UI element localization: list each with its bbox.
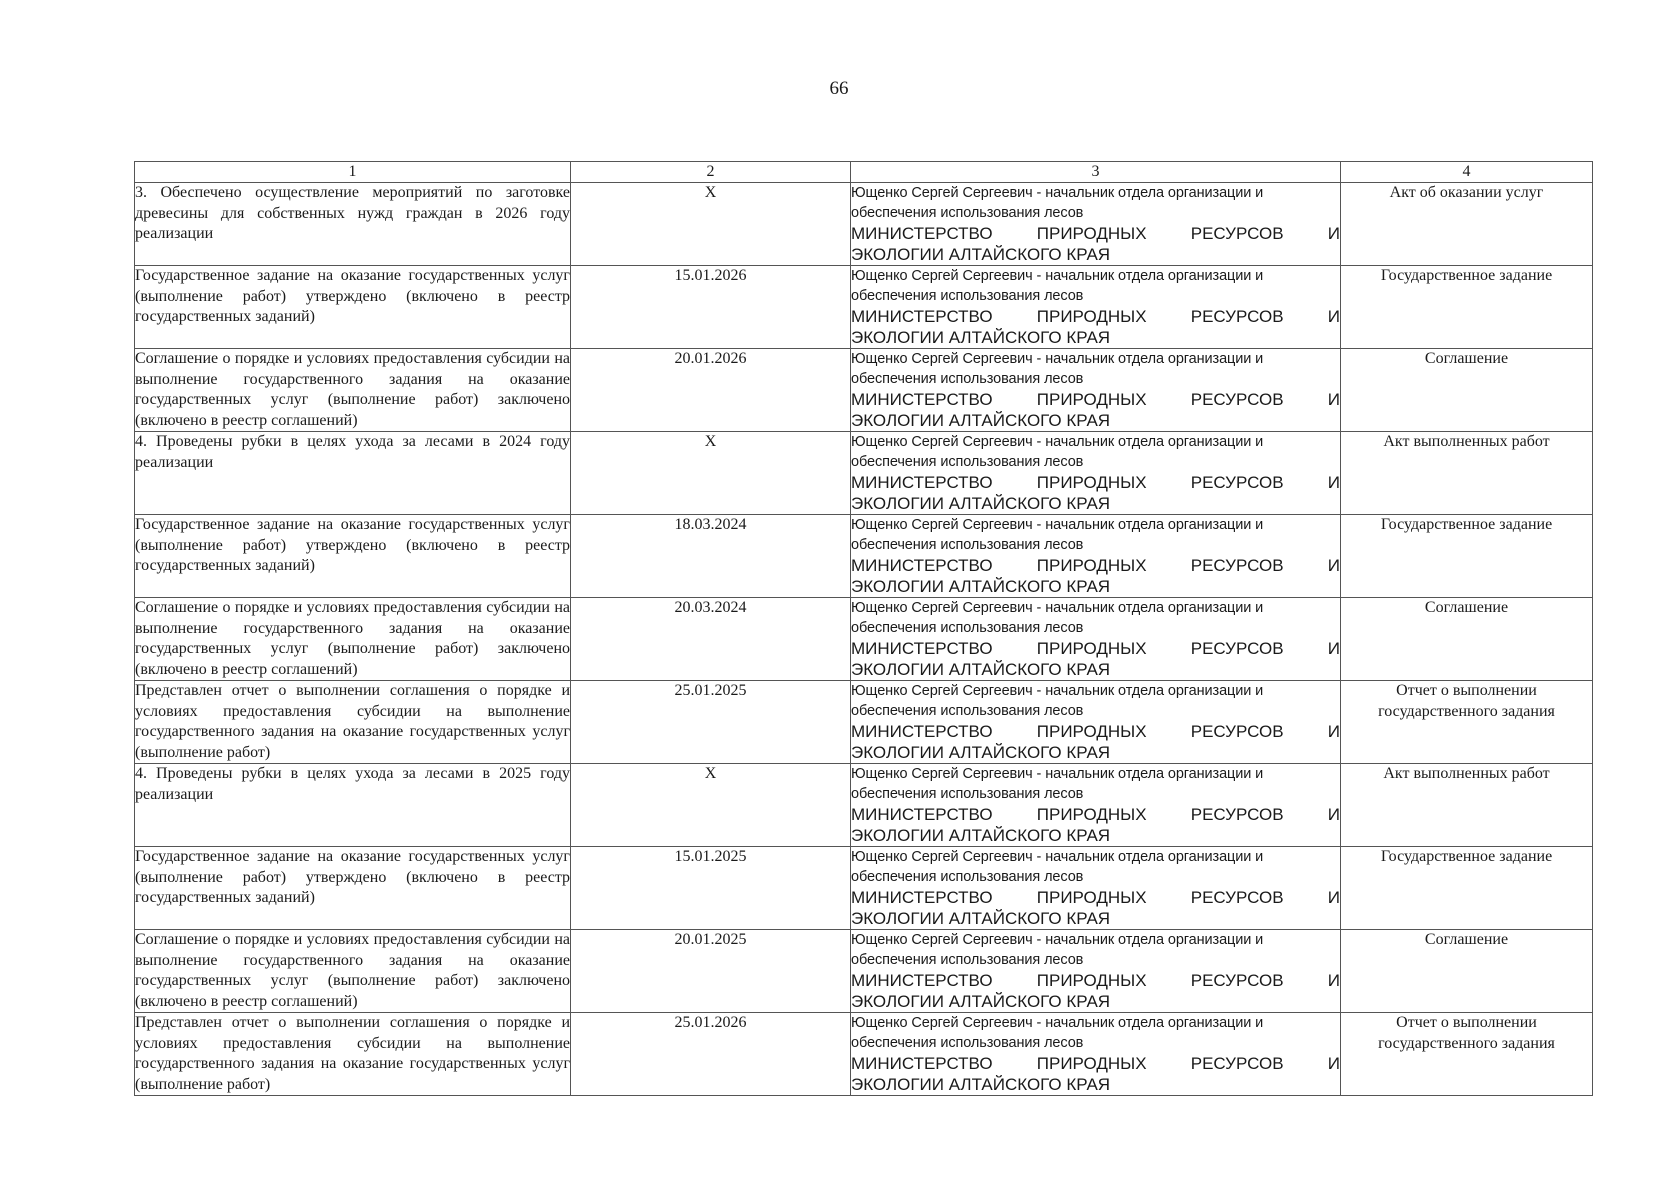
responsible-person: Ющенко Сергей Сергеевич - начальник отдела организации и обеспечения использования лесов: [851, 1015, 1264, 1051]
cell-responsible: [851, 598, 1341, 681]
table-row: [135, 764, 1593, 847]
cell-responsible: [851, 183, 1341, 266]
cell-document: Государственное задание: [1341, 515, 1593, 598]
column-header-1: 1: [135, 162, 571, 183]
responsible-org-line2: ЭКОЛОГИИ АЛТАЙСКОГО КРАЯ: [851, 577, 1111, 596]
cell-description: Соглашение о порядке и условиях предоставления субсидии на выполнение государственного задания на оказание государственных услуг (выполнение работ) заключено (включено в реестр соглашений): [135, 598, 571, 681]
cell-document: Отчет о выполнении государственного задания: [1341, 1013, 1593, 1096]
responsible-org-line1: МИНИСТЕРСТВО ПРИРОДНЫХ РЕСУРСОВ И: [851, 805, 1340, 824]
responsible-org-line1: МИНИСТЕРСТВО ПРИРОДНЫХ РЕСУРСОВ И: [851, 390, 1340, 409]
cell-date: 20.03.2024: [571, 598, 851, 681]
table-row: [135, 1013, 1593, 1096]
cell-description: Соглашение о порядке и условиях предоставления субсидии на выполнение государственного задания на оказание государственных услуг (выполнение работ) заключено (включено в реестр соглашений): [135, 930, 571, 1013]
cell-description: Государственное задание на оказание государственных услуг (выполнение работ) утверждено (включено в реестр государственных заданий): [135, 847, 571, 930]
cell-document: Соглашение: [1341, 349, 1593, 432]
cell-responsible: [851, 349, 1341, 432]
table-row: [135, 598, 1593, 681]
cell-description: Представлен отчет о выполнении соглашения о порядке и условиях предоставления субсидии на выполнение государственного задания на оказание государственных услуг (выполнение работ): [135, 1013, 571, 1096]
responsible-org-line2: ЭКОЛОГИИ АЛТАЙСКОГО КРАЯ: [851, 660, 1111, 679]
responsible-person: Ющенко Сергей Сергеевич - начальник отдела организации и обеспечения использования лесов: [851, 766, 1264, 802]
cell-date: 15.01.2025: [571, 847, 851, 930]
cell-description: 4. Проведены рубки в целях ухода за лесами в 2025 году реализации: [135, 764, 571, 847]
cell-responsible: [851, 266, 1341, 349]
cell-document: Государственное задание: [1341, 266, 1593, 349]
table-row: [135, 183, 1593, 266]
cell-document: Акт выполненных работ: [1341, 432, 1593, 515]
responsible-org-line2: ЭКОЛОГИИ АЛТАЙСКОГО КРАЯ: [851, 1075, 1111, 1094]
column-header-4: 4: [1341, 162, 1593, 183]
responsible-org-line1: МИНИСТЕРСТВО ПРИРОДНЫХ РЕСУРСОВ И: [851, 1054, 1340, 1073]
cell-date: 25.01.2025: [571, 681, 851, 764]
responsible-org-line2: ЭКОЛОГИИ АЛТАЙСКОГО КРАЯ: [851, 909, 1111, 928]
cell-document: Государственное задание: [1341, 847, 1593, 930]
responsible-org-line1: МИНИСТЕРСТВО ПРИРОДНЫХ РЕСУРСОВ И: [851, 971, 1340, 990]
cell-document: Акт об оказании услуг: [1341, 183, 1593, 266]
cell-description: Государственное задание на оказание государственных услуг (выполнение работ) утверждено (включено в реестр государственных заданий): [135, 266, 571, 349]
responsible-org-line2: ЭКОЛОГИИ АЛТАЙСКОГО КРАЯ: [851, 826, 1111, 845]
responsible-org-line1: МИНИСТЕРСТВО ПРИРОДНЫХ РЕСУРСОВ И: [851, 722, 1340, 741]
cell-description: Соглашение о порядке и условиях предоставления субсидии на выполнение государственного задания на оказание государственных услуг (выполнение работ) заключено (включено в реестр соглашений): [135, 349, 571, 432]
cell-responsible: [851, 847, 1341, 930]
responsible-person: Ющенко Сергей Сергеевич - начальник отдела организации и обеспечения использования лесов: [851, 932, 1264, 968]
responsible-org-line2: ЭКОЛОГИИ АЛТАЙСКОГО КРАЯ: [851, 494, 1111, 513]
table-row: [135, 515, 1593, 598]
cell-date: 18.03.2024: [571, 515, 851, 598]
table-row: [135, 266, 1593, 349]
responsible-org-line1: МИНИСТЕРСТВО ПРИРОДНЫХ РЕСУРСОВ И: [851, 888, 1340, 907]
cell-date: X: [571, 432, 851, 515]
table-row: [135, 349, 1593, 432]
cell-document: Акт выполненных работ: [1341, 764, 1593, 847]
responsible-org-line1: МИНИСТЕРСТВО ПРИРОДНЫХ РЕСУРСОВ И: [851, 639, 1340, 658]
cell-responsible: [851, 515, 1341, 598]
cell-responsible: [851, 1013, 1341, 1096]
responsible-person: Ющенко Сергей Сергеевич - начальник отдела организации и обеспечения использования лесов: [851, 849, 1264, 885]
responsible-person: Ющенко Сергей Сергеевич - начальник отдела организации и обеспечения использования лесов: [851, 434, 1264, 470]
responsible-org-line2: ЭКОЛОГИИ АЛТАЙСКОГО КРАЯ: [851, 411, 1111, 430]
table-row: [135, 432, 1593, 515]
table-row: [135, 847, 1593, 930]
responsible-person: Ющенко Сергей Сергеевич - начальник отдела организации и обеспечения использования лесов: [851, 600, 1264, 636]
table-header-row: [135, 162, 1593, 183]
column-header-2: 2: [571, 162, 851, 183]
responsible-org-line1: МИНИСТЕРСТВО ПРИРОДНЫХ РЕСУРСОВ И: [851, 224, 1340, 243]
responsible-person: Ющенко Сергей Сергеевич - начальник отдела организации и обеспечения использования лесов: [851, 683, 1264, 719]
cell-description: 4. Проведены рубки в целях ухода за лесами в 2024 году реализации: [135, 432, 571, 515]
responsible-person: Ющенко Сергей Сергеевич - начальник отдела организации и обеспечения использования лесов: [851, 185, 1264, 221]
table-body: [135, 183, 1593, 1096]
responsible-org-line2: ЭКОЛОГИИ АЛТАЙСКОГО КРАЯ: [851, 328, 1111, 347]
responsible-person: Ющенко Сергей Сергеевич - начальник отдела организации и обеспечения использования лесов: [851, 268, 1264, 304]
cell-description: Представлен отчет о выполнении соглашения о порядке и условиях предоставления субсидии на выполнение государственного задания на оказание государственных услуг (выполнение работ): [135, 681, 571, 764]
responsible-org-line2: ЭКОЛОГИИ АЛТАЙСКОГО КРАЯ: [851, 743, 1111, 762]
responsible-person: Ющенко Сергей Сергеевич - начальник отдела организации и обеспечения использования лесов: [851, 517, 1264, 553]
cell-responsible: [851, 764, 1341, 847]
cell-description: 3. Обеспечено осуществление мероприятий по заготовке древесины для собственных нужд граждан в 2026 году реализации: [135, 183, 571, 266]
responsible-org-line2: ЭКОЛОГИИ АЛТАЙСКОГО КРАЯ: [851, 245, 1111, 264]
responsible-org-line1: МИНИСТЕРСТВО ПРИРОДНЫХ РЕСУРСОВ И: [851, 556, 1340, 575]
table-row: [135, 930, 1593, 1013]
cell-responsible: [851, 930, 1341, 1013]
page-number: 66: [829, 78, 849, 99]
cell-document: Соглашение: [1341, 598, 1593, 681]
responsible-person: Ющенко Сергей Сергеевич - начальник отдела организации и обеспечения использования лесов: [851, 351, 1264, 387]
responsible-org-line1: МИНИСТЕРСТВО ПРИРОДНЫХ РЕСУРСОВ И: [851, 307, 1340, 326]
cell-description: Государственное задание на оказание государственных услуг (выполнение работ) утверждено (включено в реестр государственных заданий): [135, 515, 571, 598]
cell-date: 20.01.2026: [571, 349, 851, 432]
responsible-org-line2: ЭКОЛОГИИ АЛТАЙСКОГО КРАЯ: [851, 992, 1111, 1011]
cell-date: X: [571, 183, 851, 266]
table-row: [135, 681, 1593, 764]
cell-responsible: [851, 432, 1341, 515]
cell-document: Отчет о выполнении государственного задания: [1341, 681, 1593, 764]
column-header-3: 3: [851, 162, 1341, 183]
cell-responsible: [851, 681, 1341, 764]
cell-date: 25.01.2026: [571, 1013, 851, 1096]
responsible-org-line1: МИНИСТЕРСТВО ПРИРОДНЫХ РЕСУРСОВ И: [851, 473, 1340, 492]
control-points-table: [134, 161, 1593, 1096]
cell-date: 20.01.2025: [571, 930, 851, 1013]
cell-date: 15.01.2026: [571, 266, 851, 349]
cell-document: Соглашение: [1341, 930, 1593, 1013]
cell-date: X: [571, 764, 851, 847]
